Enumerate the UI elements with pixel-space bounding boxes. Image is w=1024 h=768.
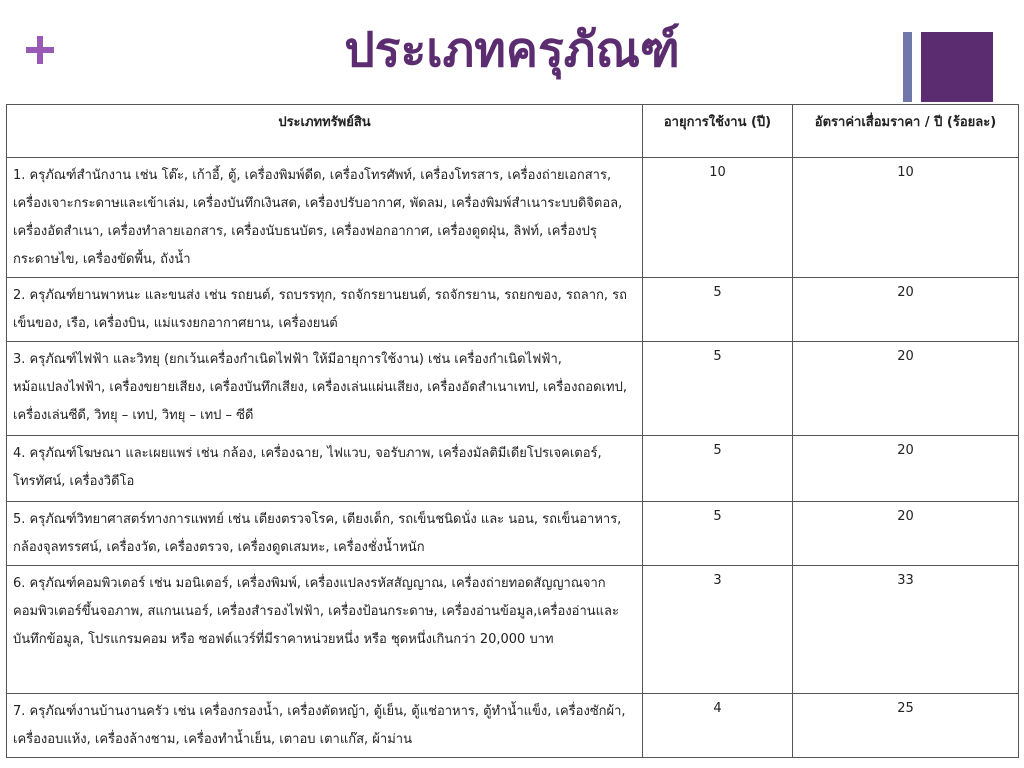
table-row [7, 566, 1019, 694]
asset-table-container [6, 104, 1018, 758]
cell-depreciation-rate: 20 [793, 342, 1019, 436]
page-title: ประเภทครุภัณฑ์ [344, 22, 680, 78]
cell-asset-type: 3. ครุภัณฑ์ไฟฟ้า และวิทยุ (ยกเว้นเครื่องกำเนิดไฟฟ้า ให้มีอายุการใช้งาน) เช่น เครื่องกำเนิดไฟฟ้า, หม้อแปลงไฟฟ้า, เครื่องขยายเสียง, เครื่องบันทึกเสียง, เครื่องเล่นแผ่นเสียง, เครื่องอัดสำเนาเทป, เครื่องถอดเทป, เครื่องเล่นซีดี, วิทยุ – เทป, วิทยุ – เทป – ซีดี [7, 342, 643, 436]
table-row [7, 436, 1019, 502]
table-row [7, 694, 1019, 758]
cell-depreciation-rate: 33 [793, 566, 1019, 694]
cell-asset-type: 2. ครุภัณฑ์ยานพาหนะ และขนส่ง เช่น รถยนต์, รถบรรทุก, รถจักรยานยนต์, รถจักรยาน, รถยกของ, รถลาก, รถเข็นของ, เรือ, เครื่องบิน, แม่แรงยกอากาศยาน, เครื่องยนต์ [7, 278, 643, 342]
cell-useful-life: 3 [643, 566, 793, 694]
asset-depreciation-table [6, 104, 1019, 758]
table-row [7, 158, 1019, 278]
table-row [7, 278, 1019, 342]
cell-depreciation-rate: 20 [793, 436, 1019, 502]
table-row [7, 502, 1019, 566]
cell-depreciation-rate: 10 [793, 158, 1019, 278]
cell-useful-life: 10 [643, 158, 793, 278]
cell-asset-type: 1. ครุภัณฑ์สำนักงาน เช่น โต๊ะ, เก้าอี้, ตู้, เครื่องพิมพ์ดีด, เครื่องโทรศัพท์, เครื่องโทรสาร, เครื่องถ่ายเอกสาร, เครื่องเจาะกระดาษและเข้าเล่ม, เครื่องบันทึกเงินสด, เครื่องปรับอากาศ, พัดลม, เครื่องพิมพ์สำเนาระบบดิจิตอล, เครื่องอัดสำเนา, เครื่องทำลายเอกสาร, เครื่องนับธนบัตร, เครื่องฟอกอากาศ, เครื่องดูดฝุ่น, ลิฟท์, เครื่องปรุกระดาษไข, เครื่องขัดพื้น, ถังน้ำ [7, 158, 643, 278]
cell-asset-type: 7. ครุภัณฑ์งานบ้านงานครัว เช่น เครื่องกรองน้ำ, เครื่องตัดหญ้า, ตู้เย็น, ตู้แช่อาหาร, ตู้ทำน้ำแข็ง, เครื่องซักผ้า, เครื่องอบแห้ง, เครื่องล้างชาม, เครื่องทำน้ำเย็น, เตาอบ เตาแก๊ส, ผ้าม่าน [7, 694, 643, 758]
decor-bar [903, 32, 912, 102]
cell-depreciation-rate: 25 [793, 694, 1019, 758]
cell-depreciation-rate: 20 [793, 502, 1019, 566]
cell-useful-life: 5 [643, 278, 793, 342]
cell-useful-life: 5 [643, 502, 793, 566]
cell-asset-type: 5. ครุภัณฑ์วิทยาศาสตร์ทางการแพทย์ เช่น เตียงตรวจโรค, เตียงเด็ก, รถเข็นชนิดนั่ง และ นอน, รถเข็นอาหาร, กล้องจุลทรรศน์, เครื่องวัด, เครื่องตรวจ, เครื่องดูดเสมหะ, เครื่องชั่งน้ำหนัก [7, 502, 643, 566]
table-header-row [7, 105, 1019, 158]
cell-useful-life: 5 [643, 436, 793, 502]
cell-useful-life: 5 [643, 342, 793, 436]
header-depreciation-rate: อัตราค่าเสื่อมราคา / ปี (ร้อยละ) [793, 105, 1019, 158]
cell-asset-type: 4. ครุภัณฑ์โฆษณา และเผยแพร่ เช่น กล้อง, เครื่องฉาย, ไฟแวบ, จอรับภาพ, เครื่องมัลติมีเดียโปรเจคเตอร์, โทรทัศน์, เครื่องวิดีโอ [7, 436, 643, 502]
header-asset-type: ประเภททรัพย์สิน [7, 105, 643, 158]
table-row [7, 342, 1019, 436]
cell-useful-life: 4 [643, 694, 793, 758]
cell-asset-type: 6. ครุภัณฑ์คอมพิวเตอร์ เช่น มอนิเตอร์, เครื่องพิมพ์, เครื่องแปลงรหัสสัญญาณ, เครื่องถ่ายทอดสัญญาณจากคอมพิวเตอร์ขึ้นจอภาพ, สแกนเนอร์, เครื่องสำรองไฟฟ้า, เครื่องป้อนกระดาษ, เครื่องอ่านข้อมูล,เครื่องอ่านและบันทึกข้อมูล, โปรแกรมคอม หรือ ซอฟต์แวร์ที่มีราคาหน่วยหนึ่ง หรือ ชุดหนึ่งเกินกว่า 20,000 บาท [7, 566, 643, 694]
corner-decoration [903, 32, 993, 102]
cell-depreciation-rate: 20 [793, 278, 1019, 342]
decor-block [921, 32, 993, 102]
header-useful-life: อายุการใช้งาน (ปี) [643, 105, 793, 158]
